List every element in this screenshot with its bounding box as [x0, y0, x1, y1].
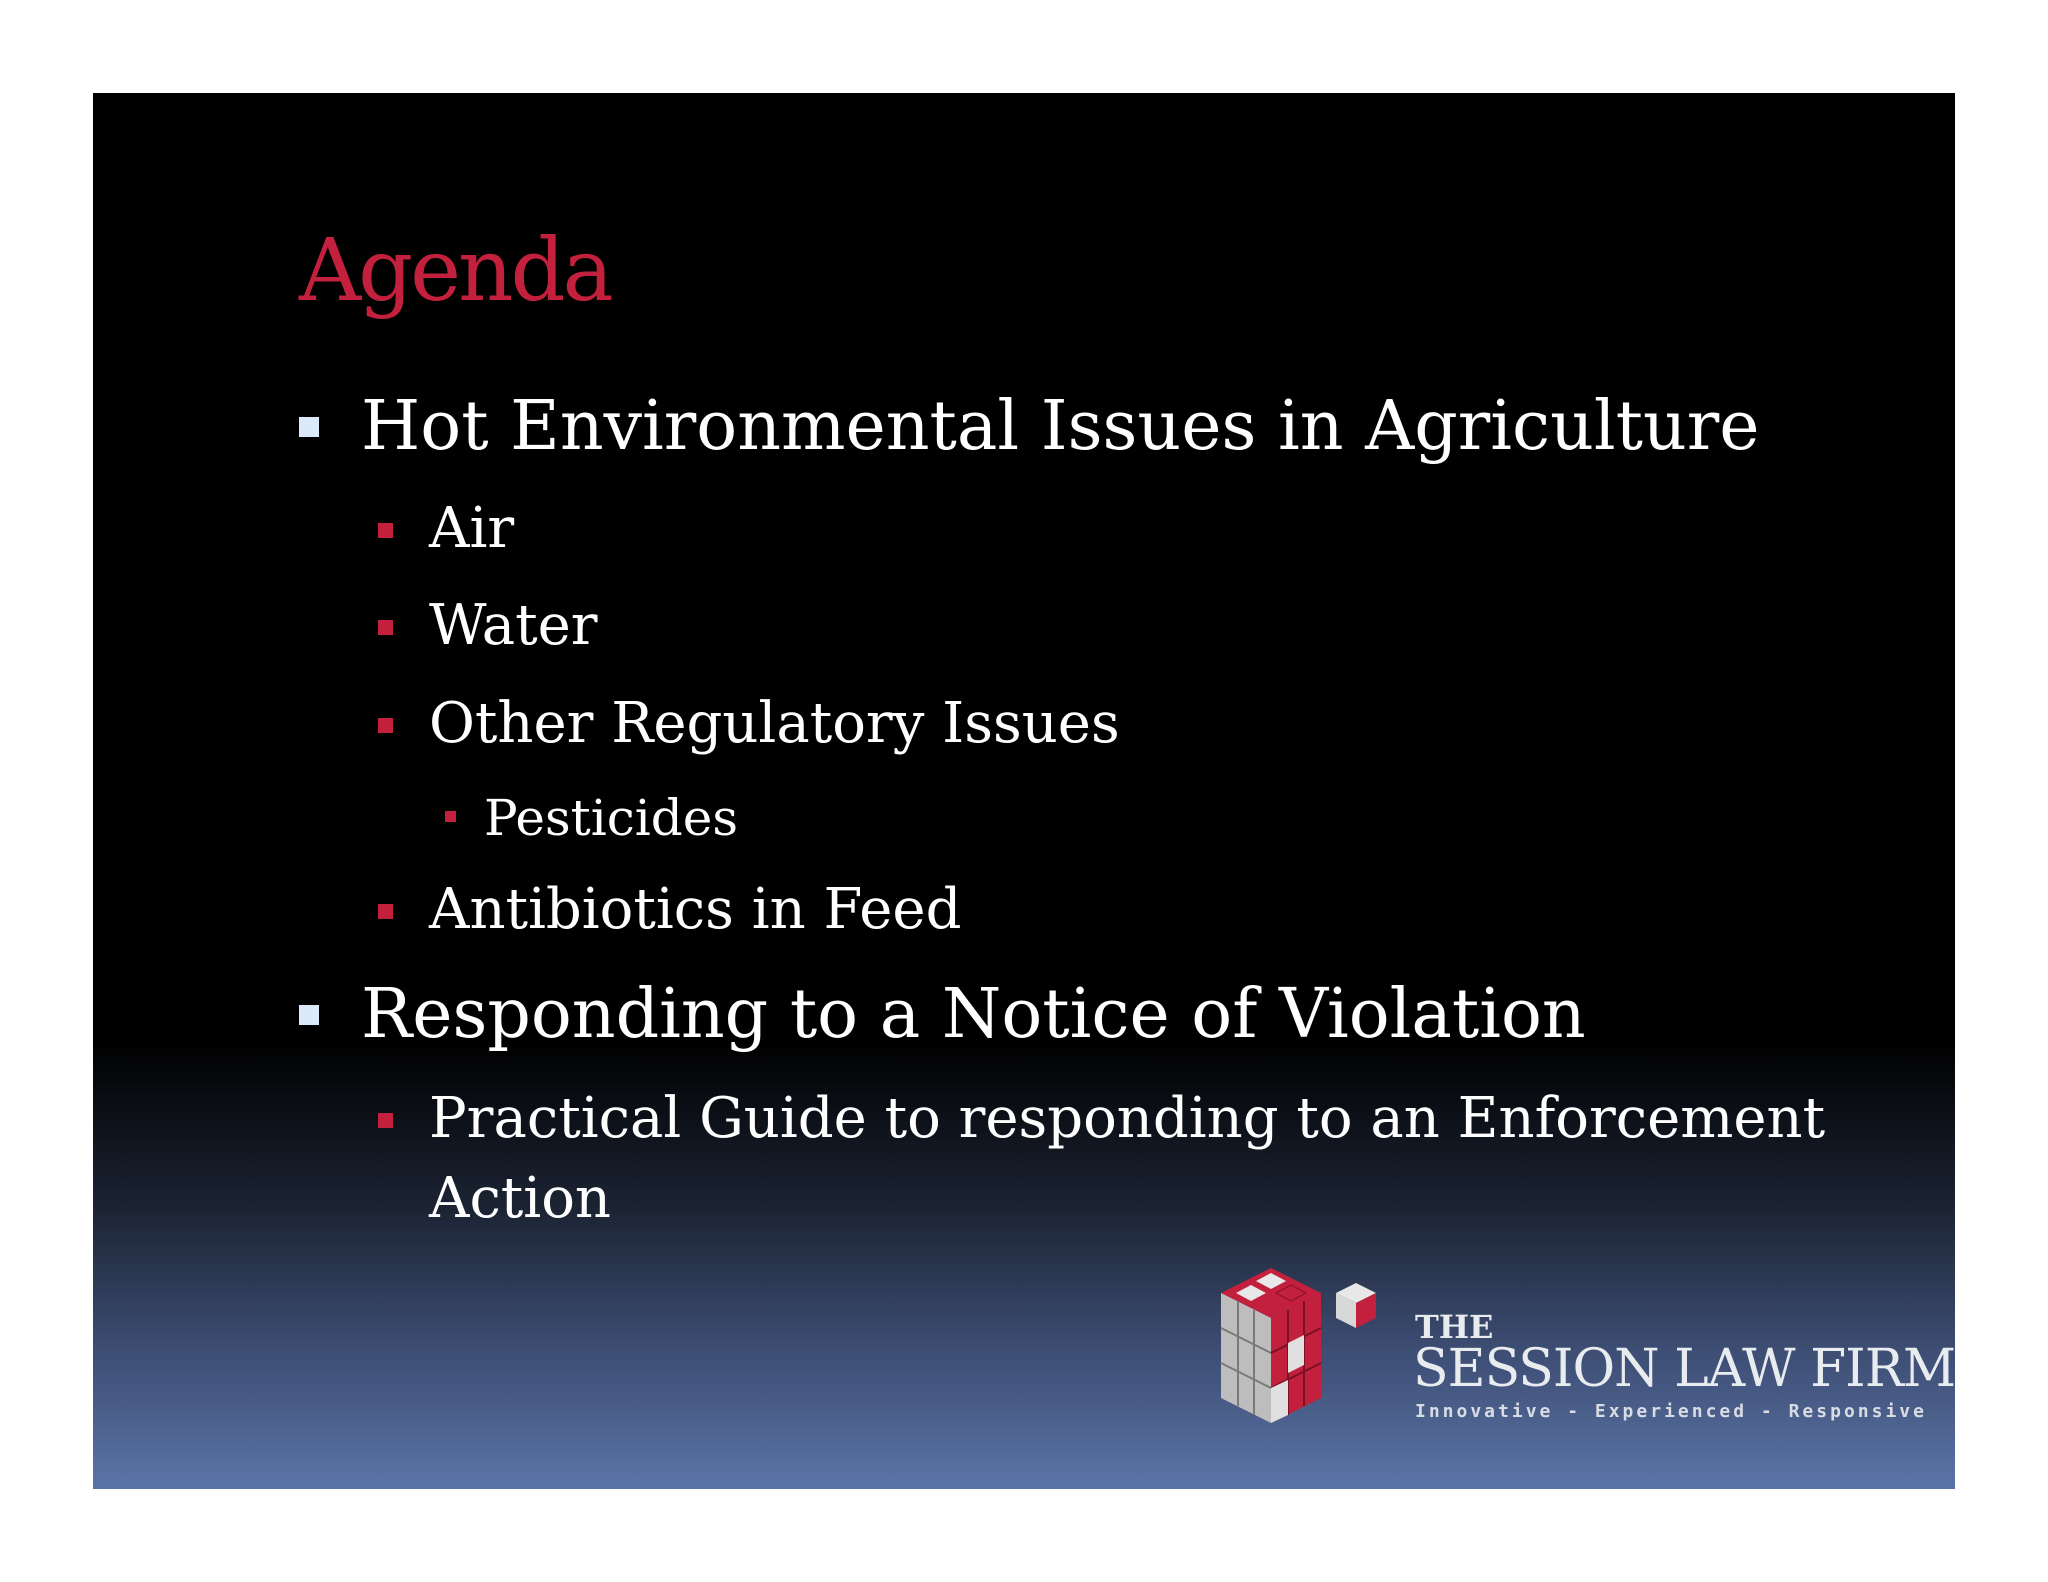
logo-the-text: THE	[1415, 1308, 1494, 1346]
square-bullet-icon	[378, 523, 393, 538]
logo-name-text: SESSION LAW FIRM	[1413, 1339, 1955, 1399]
firm-logo	[1201, 1253, 1955, 1453]
square-bullet-icon	[378, 904, 393, 919]
logo-tagline: Innovative - Experienced - Responsive	[1415, 1401, 1927, 1422]
bullet-text: Antibiotics in Feed	[429, 877, 962, 942]
bullet-text: Other Regulatory Issues	[429, 691, 1120, 756]
square-bullet-icon	[445, 811, 456, 822]
bullet-text: Responding to a Notice of Violation	[361, 975, 1586, 1054]
square-bullet-icon	[299, 1005, 319, 1025]
bullet-text: Water	[429, 593, 598, 658]
square-bullet-icon	[378, 718, 393, 733]
square-bullet-icon	[378, 1113, 393, 1128]
bullet-text: Hot Environmental Issues in Agriculture	[361, 387, 1760, 466]
bullet-text: Pesticides	[484, 789, 738, 847]
slide	[93, 93, 1955, 1489]
cube-logo-icon	[1201, 1253, 1401, 1453]
square-bullet-icon	[299, 417, 319, 437]
square-bullet-icon	[378, 620, 393, 635]
bullet-text: Action	[429, 1166, 611, 1231]
bullet-text: Air	[429, 496, 515, 561]
slide-title: Agenda	[299, 221, 611, 321]
bullet-text: Practical Guide to responding to an Enforcement	[429, 1086, 1826, 1151]
